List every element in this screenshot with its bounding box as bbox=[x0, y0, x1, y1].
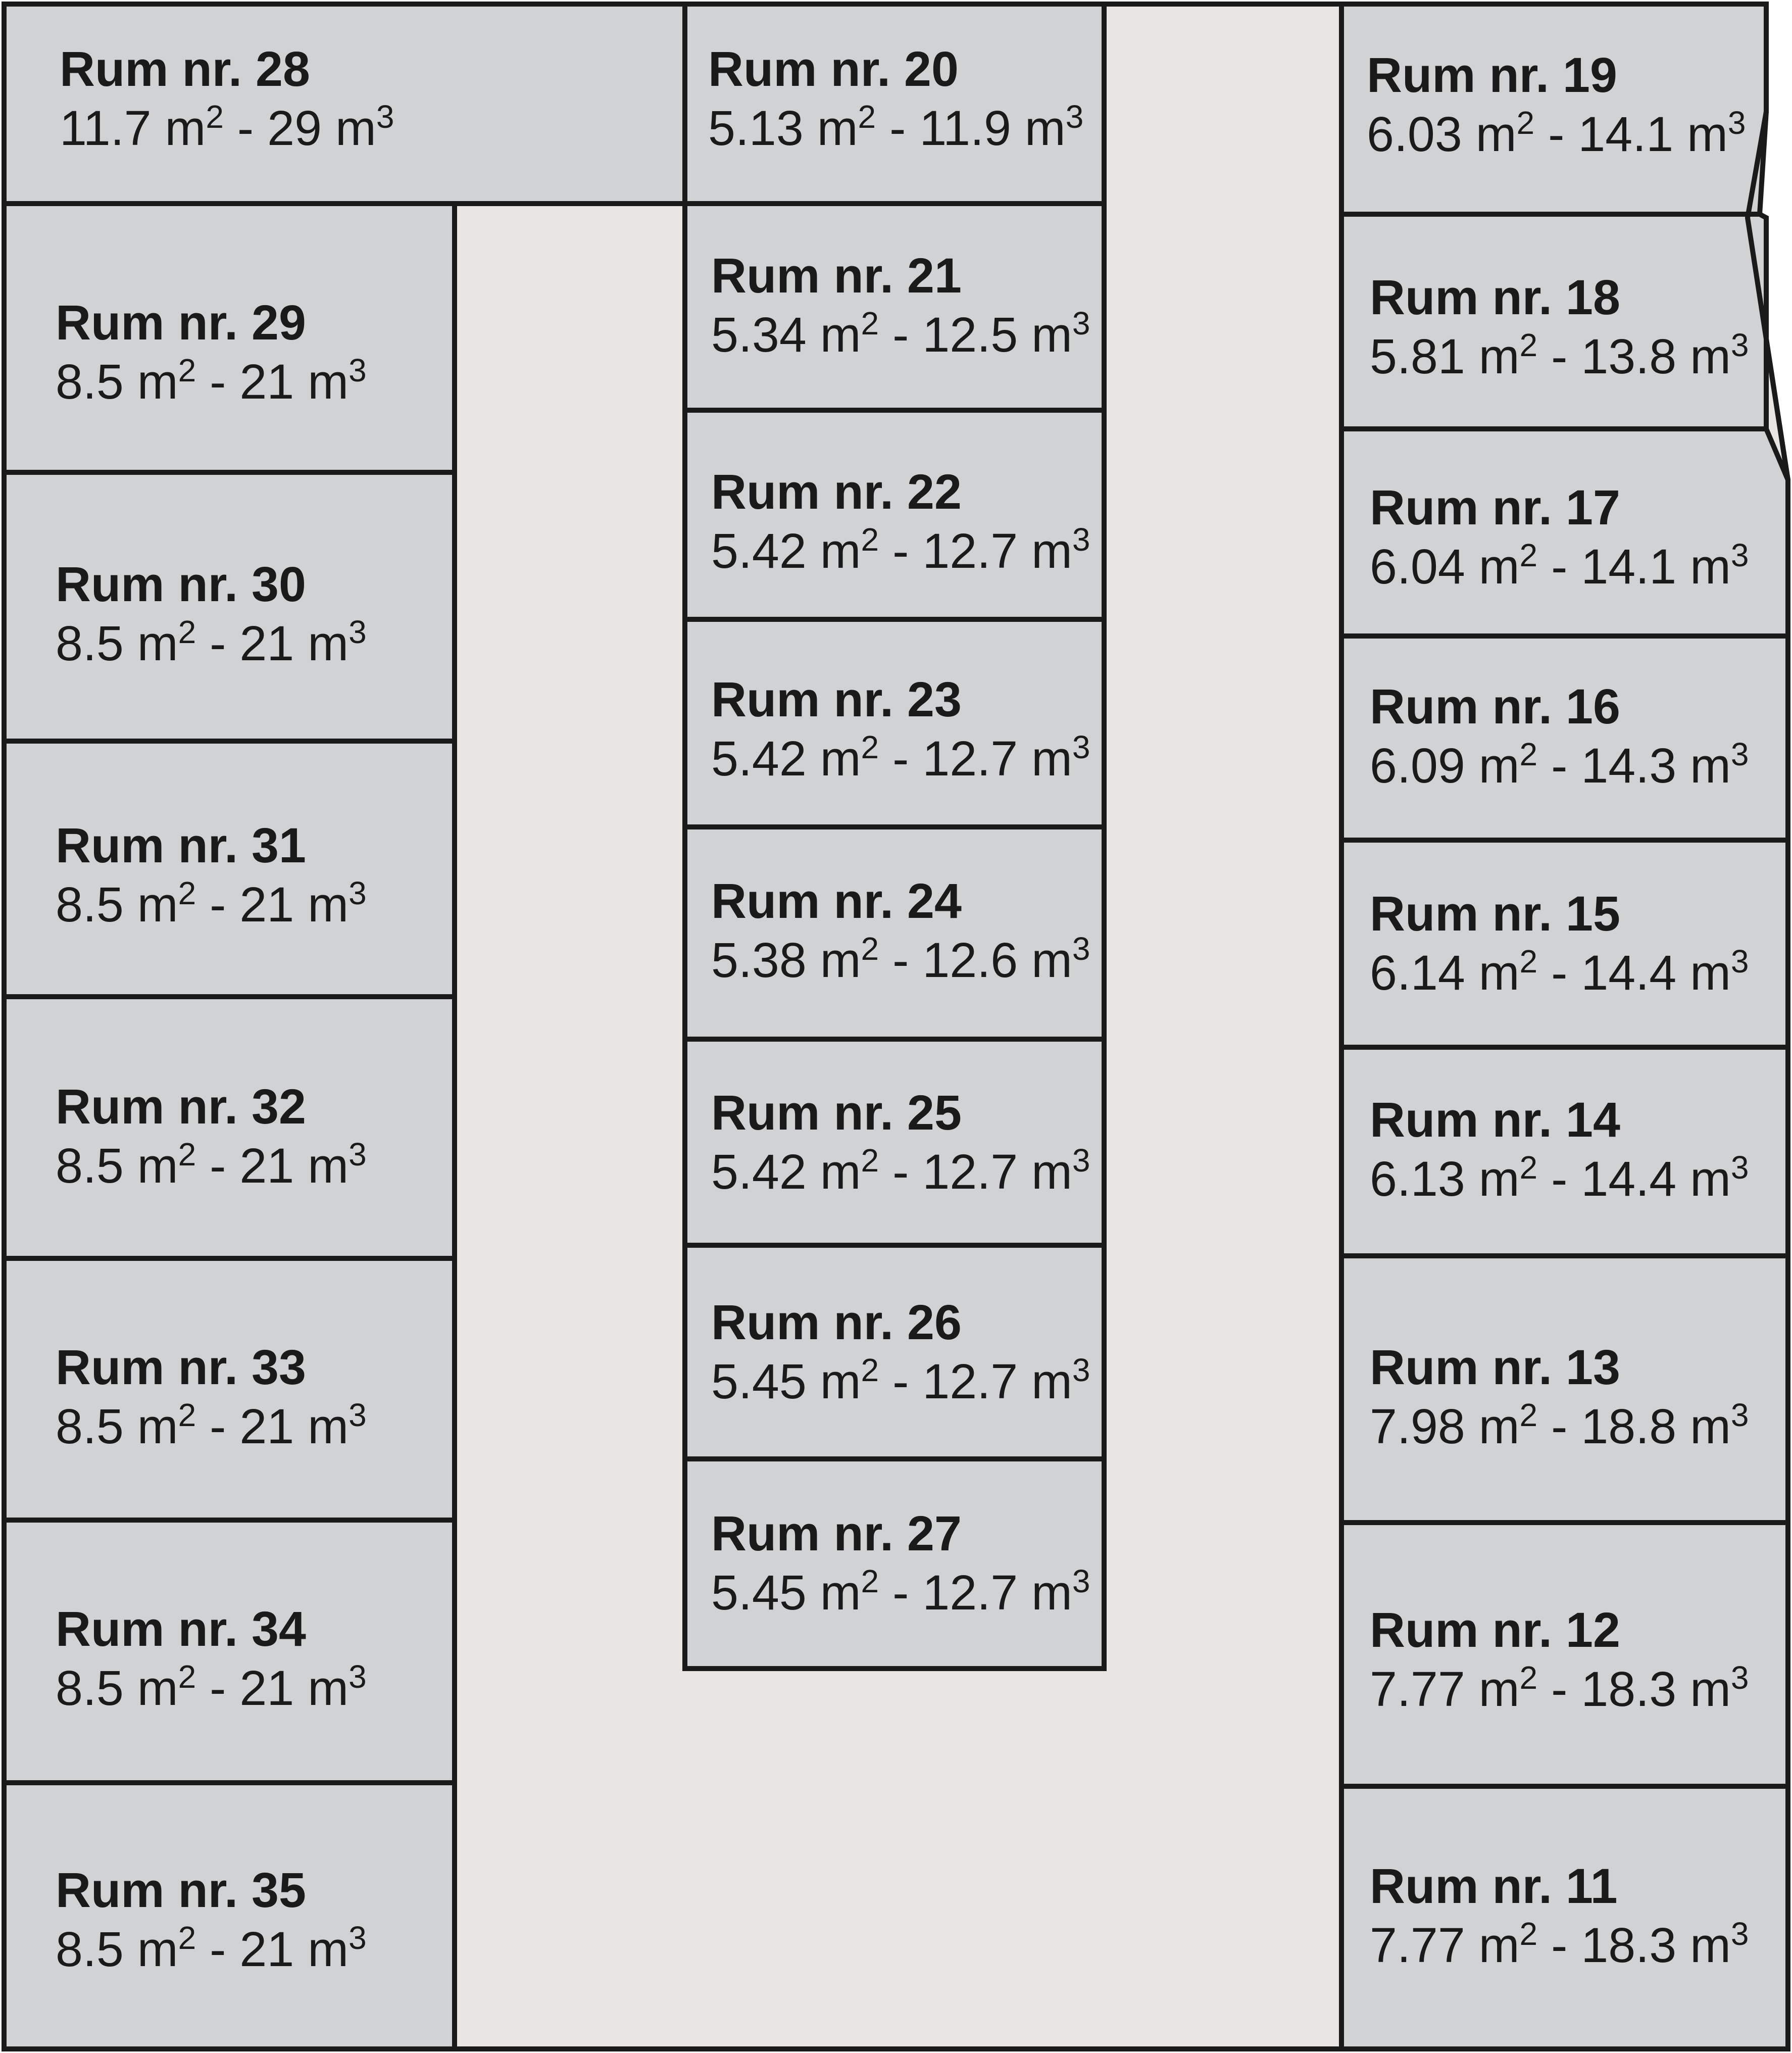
room-name: Rum nr. 16 bbox=[1370, 679, 1620, 734]
room-dimensions: 6.09 $m^2 - 14.3$ $m^3$ bbox=[1370, 736, 1749, 793]
room-label-24 bbox=[711, 873, 1090, 988]
room-name: Rum nr. 23 bbox=[711, 672, 962, 727]
room-name: Rum nr. 12 bbox=[1370, 1602, 1620, 1657]
room-dimensions: 5.81 $m^2 - 13.8$ $m^3$ bbox=[1370, 327, 1749, 384]
room-label-33 bbox=[56, 1340, 367, 1454]
room-label-19 bbox=[1367, 47, 1746, 162]
room-dimensions: 11.7 $m^2 - 29$ $m^3$ bbox=[60, 99, 394, 156]
room-dimensions: 7.77 $m^2 - 18.3$ $m^3$ bbox=[1370, 1659, 1749, 1717]
room-dimensions: 8.5 $m^2 - 21$ $m^3$ bbox=[56, 614, 367, 671]
room-name: Rum nr. 14 bbox=[1370, 1092, 1620, 1147]
room-dimensions: 6.13 $m^2 - 14.4$ $m^3$ bbox=[1370, 1149, 1749, 1206]
room-label-15 bbox=[1370, 886, 1749, 1000]
room-dimensions: 6.14 $m^2 - 14.4$ $m^3$ bbox=[1370, 943, 1749, 1000]
room-label-34 bbox=[56, 1601, 367, 1716]
room-label-35 bbox=[56, 1863, 367, 1977]
room-dimensions: 5.42 $m^2 - 12.7$ $m^3$ bbox=[711, 1142, 1090, 1199]
room-dimensions: 5.34 $m^2 - 12.5$ $m^3$ bbox=[711, 305, 1090, 362]
room-label-14 bbox=[1370, 1092, 1749, 1206]
room-label-32 bbox=[56, 1079, 367, 1193]
room-dimensions: 7.98 $m^2 - 18.8$ $m^3$ bbox=[1370, 1397, 1749, 1454]
room-name: Rum nr. 25 bbox=[711, 1085, 962, 1140]
room-name: Rum nr. 30 bbox=[56, 557, 306, 612]
room-dimensions: 5.42 $m^2 - 12.7$ $m^3$ bbox=[711, 521, 1090, 578]
room-dimensions: 8.5 $m^2 - 21$ $m^3$ bbox=[56, 1136, 367, 1193]
room-label-13 bbox=[1370, 1340, 1749, 1454]
room-dimensions: 6.04 $m^2 - 14.1$ $m^3$ bbox=[1370, 537, 1749, 594]
room-dimensions: 8.5 $m^2 - 21$ $m^3$ bbox=[56, 875, 367, 932]
room-label-22 bbox=[711, 464, 1090, 578]
room-label-21 bbox=[711, 248, 1090, 362]
room-name: Rum nr. 29 bbox=[56, 295, 306, 350]
room-name: Rum nr. 31 bbox=[56, 818, 306, 873]
room-label-30 bbox=[56, 557, 367, 671]
room-name: Rum nr. 27 bbox=[711, 1506, 962, 1561]
room-label-31 bbox=[56, 818, 367, 932]
room-dimensions: 8.5 $m^2 - 21$ $m^3$ bbox=[56, 1658, 367, 1716]
room-label-16 bbox=[1370, 679, 1749, 793]
room-label-29 bbox=[56, 295, 367, 409]
room-label-12 bbox=[1370, 1602, 1749, 1717]
room-dimensions: 7.77 $m^2 - 18.3$ $m^3$ bbox=[1370, 1916, 1749, 1973]
room-name: Rum nr. 33 bbox=[56, 1340, 306, 1395]
room-name: Rum nr. 17 bbox=[1370, 480, 1620, 535]
room-name: Rum nr. 26 bbox=[711, 1295, 962, 1350]
room-label-23 bbox=[711, 672, 1090, 786]
room-dimensions: 5.42 $m^2 - 12.7$ $m^3$ bbox=[711, 729, 1090, 786]
room-name: Rum nr. 19 bbox=[1367, 47, 1617, 103]
room-dimensions: 5.38 $m^2 - 12.6$ $m^3$ bbox=[711, 931, 1090, 988]
room-dimensions: 5.13 $m^2 - 11.9$ $m^3$ bbox=[708, 99, 1084, 156]
room-name: Rum nr. 15 bbox=[1370, 886, 1620, 941]
room-name: Rum nr. 28 bbox=[60, 41, 310, 96]
room-dimensions: 8.5 $m^2 - 21$ $m^3$ bbox=[56, 1397, 367, 1454]
room-name: Rum nr. 22 bbox=[711, 464, 962, 519]
room-name: Rum nr. 32 bbox=[56, 1079, 306, 1134]
room-dimensions: 5.45 $m^2 - 12.7$ $m^3$ bbox=[711, 1563, 1090, 1620]
room-label-11 bbox=[1370, 1859, 1749, 1973]
room-name: Rum nr. 18 bbox=[1370, 270, 1620, 325]
room-name: Rum nr. 13 bbox=[1370, 1340, 1620, 1395]
room-label-17 bbox=[1370, 480, 1749, 594]
room-dimensions: 8.5 $m^2 - 21$ $m^3$ bbox=[56, 352, 367, 409]
room-label-27 bbox=[711, 1506, 1090, 1620]
room-dimensions: 5.45 $m^2 - 12.7$ $m^3$ bbox=[711, 1352, 1090, 1409]
room-name: Rum nr. 11 bbox=[1370, 1859, 1618, 1914]
room-name: Rum nr. 34 bbox=[56, 1601, 306, 1656]
room-label-28 bbox=[60, 41, 394, 156]
room-dimensions: 6.03 $m^2 - 14.1$ $m^3$ bbox=[1367, 105, 1746, 162]
room-label-18 bbox=[1370, 270, 1749, 384]
room-dimensions: 8.5 $m^2 - 21$ $m^3$ bbox=[56, 1920, 367, 1977]
room-name: Rum nr. 20 bbox=[708, 41, 959, 96]
room-name: Rum nr. 21 bbox=[711, 248, 962, 303]
room-label-26 bbox=[711, 1295, 1090, 1409]
room-name: Rum nr. 24 bbox=[711, 873, 962, 928]
room-label-25 bbox=[711, 1085, 1090, 1199]
room-label-20 bbox=[708, 41, 1084, 156]
room-name: Rum nr. 35 bbox=[56, 1863, 306, 1918]
